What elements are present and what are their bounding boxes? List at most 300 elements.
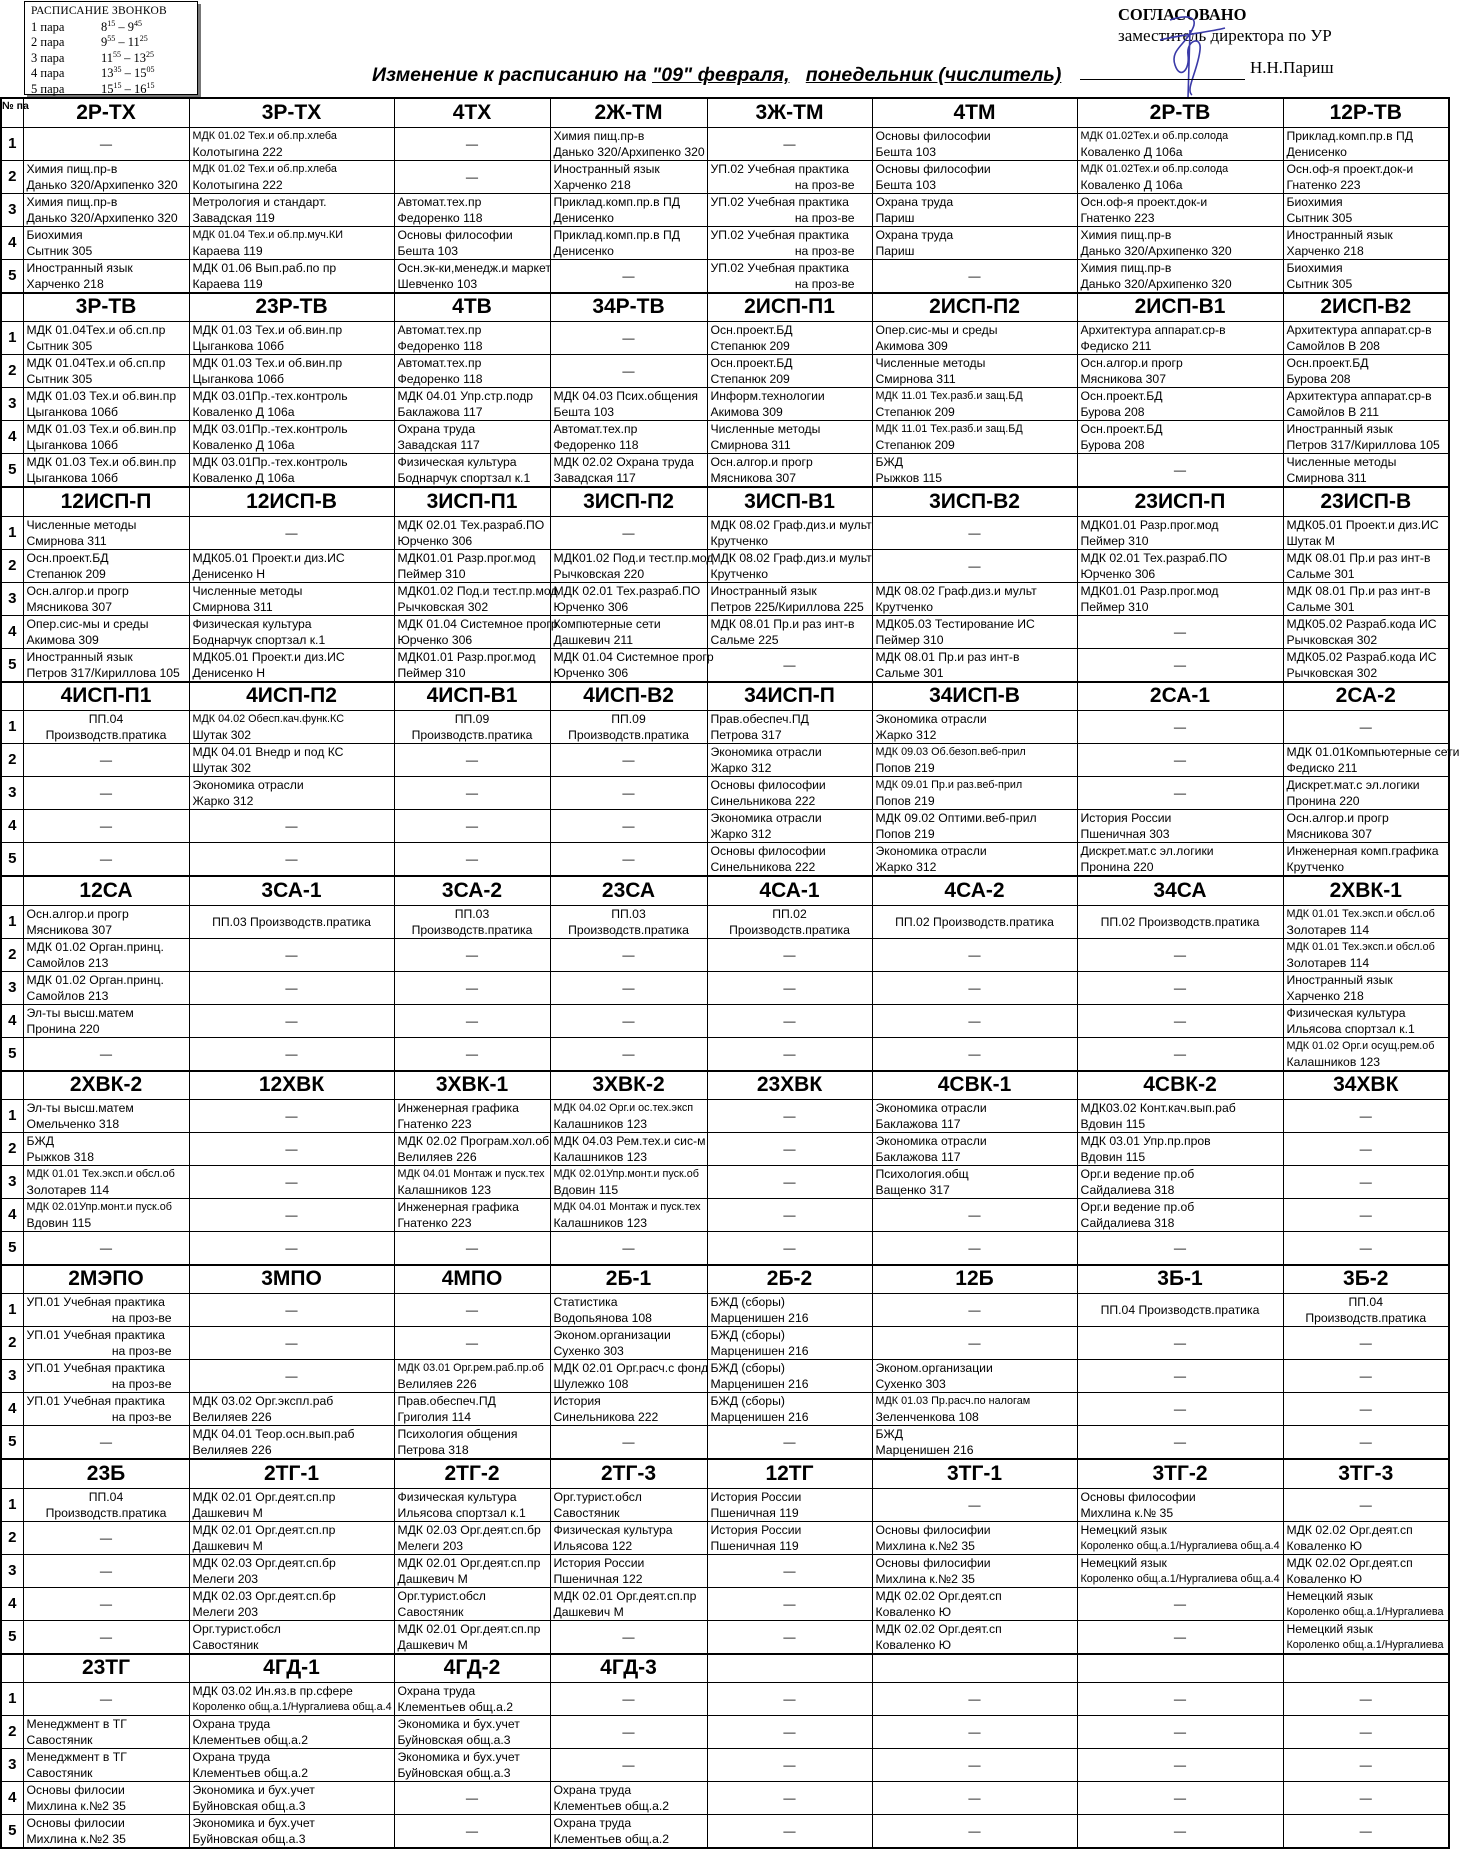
lesson-cell <box>394 1360 550 1393</box>
lesson-teacher-room: Мелеги 203 <box>192 1571 259 1586</box>
lesson-subject: УП.01 Учебная практика <box>26 1361 165 1375</box>
lesson-cell <box>23 226 189 259</box>
lesson-subject: МДК05.03 Тестирование ИС <box>875 616 1035 631</box>
lesson-subject: Численные методы <box>26 517 137 532</box>
lesson-cell-empty: — <box>394 127 550 160</box>
lesson-subject: Химия пищ.пр-в <box>1080 227 1172 242</box>
lesson-teacher-room: Омельченко 318 <box>26 1117 120 1131</box>
pair-number-header <box>1 1654 23 1683</box>
lesson-subject: МДК 01.02 Орган.принц. <box>26 939 164 954</box>
lesson-cell-empty: — <box>550 1620 707 1654</box>
lesson-teacher-room: Марценишен 216 <box>710 1410 809 1424</box>
lesson-cell-empty: — <box>872 516 1077 549</box>
lesson-subject: МДК 01.04Тех.и об.сп.пр <box>26 356 166 370</box>
lesson-cell-empty: — <box>1283 1360 1449 1393</box>
lesson-teacher-room: Пеймер 310 <box>875 632 944 647</box>
group-name: 34СА <box>1077 876 1283 905</box>
lesson-teacher-room: Мясникова 307 <box>1080 372 1166 386</box>
lesson-subject: МДК 01.03 Тех.и об.вин.пр <box>192 323 343 337</box>
lesson-subject: Охрана труда <box>192 1717 271 1731</box>
group-name: 4СА-2 <box>872 876 1077 905</box>
lesson-cell-empty: — <box>872 259 1077 293</box>
lesson-cell <box>872 388 1077 421</box>
bell-pair-name: 2 пара <box>31 35 65 50</box>
lesson-subject: МДК 02.02 Програм.хол.об <box>397 1134 550 1148</box>
lesson-cell <box>550 454 707 488</box>
bell-end-minute: 05 <box>146 65 155 75</box>
group-name: 23ИСП-В <box>1283 487 1449 516</box>
lesson-subject: Иностранный язык <box>26 260 133 275</box>
lesson-subject: Архитектура аппарат.ср-в <box>1080 323 1226 337</box>
practice-code: ПП.09 <box>611 712 646 726</box>
lesson-cell-empty: — <box>394 160 550 193</box>
lesson-cell <box>1077 322 1283 355</box>
pair-number: 5 <box>1 454 23 488</box>
lesson-subject: Охрана труда <box>553 1783 632 1797</box>
lesson-cell <box>23 1360 189 1393</box>
lesson-subject: Экономика и бух.учет <box>397 1750 520 1764</box>
lesson-row <box>1 843 1449 877</box>
practice-code: ПП.04 <box>88 712 124 726</box>
group-name: 23Б <box>23 1459 189 1488</box>
lesson-subject: МДК 02.01Упр.монт.и пуск.об <box>26 1201 172 1213</box>
group-name <box>1077 1654 1283 1683</box>
bell-schedule <box>24 1 198 95</box>
lesson-cell <box>550 1327 707 1360</box>
lesson-teacher-room: Мясникова 307 <box>26 922 112 937</box>
lesson-subject: МДК 01.03 Тех.и об.вин.пр <box>26 422 177 436</box>
lesson-teacher-room: Акимова 309 <box>875 339 948 353</box>
lesson-subject: Осн.алгор.и прогр <box>710 455 813 469</box>
lesson-teacher-room: Федиско 211 <box>1080 339 1152 353</box>
lesson-subject: Эл-ты высш.матем <box>26 1101 134 1115</box>
lesson-teacher-room: Бешта 103 <box>875 177 936 192</box>
lesson-cell <box>189 744 394 777</box>
pair-number-header <box>1 1459 23 1488</box>
lesson-teacher-room: Денисенко Н <box>192 665 266 680</box>
lesson-cell-empty: — <box>394 1815 550 1849</box>
lesson-cell <box>189 1554 394 1587</box>
lesson-cell <box>394 1587 550 1620</box>
bell-start-minute: 55 <box>107 34 116 44</box>
lesson-teacher-room: Данько 320/Архипенко 320 <box>1080 243 1232 258</box>
group-name: 4ТМ <box>872 98 1077 127</box>
lesson-cell-empty: — <box>550 1749 707 1782</box>
lesson-cell <box>707 1294 872 1327</box>
lesson-subject: МДК 01.01 Тех.эксп.и обсл.об <box>26 1168 175 1180</box>
lesson-subject: МДК 02.01 Орг.деят.сп.пр <box>192 1522 336 1537</box>
lesson-teacher-room: Коваленко Д 106а <box>192 405 295 419</box>
lesson-cell <box>707 810 872 843</box>
lesson-teacher-room: Ильясова 122 <box>553 1538 633 1553</box>
lesson-cell <box>189 1488 394 1521</box>
pair-number: 4 <box>1 1587 23 1620</box>
lesson-row <box>1 127 1449 160</box>
lesson-teacher-room: Велиляев 226 <box>397 1150 477 1164</box>
pair-number: 1 <box>1 905 23 938</box>
lesson-teacher-room: Жарко 312 <box>710 827 772 841</box>
lesson-subject: Опер.сис-мы и среды <box>26 616 149 631</box>
lesson-cell <box>872 1554 1077 1587</box>
practice-code: ПП.04 <box>1348 1295 1383 1309</box>
group-name: 4ИСП-П1 <box>23 682 189 711</box>
lesson-cell <box>189 454 394 488</box>
lesson-cell-empty: — <box>707 1166 872 1199</box>
lesson-subject: МДК 01.03 Тех.и об.вин.пр <box>192 356 343 370</box>
lesson-cell-empty: — <box>1283 1199 1449 1232</box>
lesson-cell <box>1283 193 1449 226</box>
lesson-teacher-room: Сальме 225 <box>710 632 779 647</box>
lesson-subject: МДК 02.02 Орг.деят.сп <box>875 1621 1002 1636</box>
group-header-row <box>1 682 1449 711</box>
pair-number: 4 <box>1 226 23 259</box>
lesson-cell <box>1077 160 1283 193</box>
lesson-subject: Основы филосифии <box>875 1522 991 1537</box>
lesson-cell <box>872 322 1077 355</box>
group-name: 12ТГ <box>707 1459 872 1488</box>
lesson-teacher-room: Самойлов В 211 <box>1286 405 1380 419</box>
lesson-teacher-room: Клементьев общ.а.2 <box>553 1832 670 1846</box>
lesson-teacher-room: Мясникова 307 <box>1286 827 1372 841</box>
pair-number: 4 <box>1 1782 23 1815</box>
lesson-cell <box>550 648 714 682</box>
lesson-teacher-room: Степанюк 209 <box>875 438 955 452</box>
lesson-subject: МДК 01.02 Орган.принц. <box>26 972 164 987</box>
lesson-teacher-room: на проз-ве <box>111 1344 172 1358</box>
lesson-cell <box>872 615 1077 648</box>
lesson-cell <box>23 1133 189 1166</box>
lesson-cell <box>1077 355 1283 388</box>
lesson-subject: МДК01.02 Под.и тест.пр.мод <box>397 583 558 598</box>
lesson-teacher-room: Акимова 309 <box>26 632 99 647</box>
lesson-cell <box>394 1133 550 1166</box>
lesson-subject: МДК 02.01 Тех.разраб.ПО <box>1080 550 1228 565</box>
lesson-teacher-room: Крутченко <box>875 599 934 614</box>
lesson-subject: МДК 02.01 Тех.разраб.ПО <box>553 583 701 598</box>
lesson-cell <box>1283 1587 1449 1620</box>
lesson-cell <box>872 810 1077 843</box>
lesson-teacher-room: Рычковская 220 <box>553 566 645 581</box>
lesson-teacher-room: Пшеничная 122 <box>553 1571 643 1586</box>
lesson-subject: МДК 02.02 Орг.деят.сп <box>1286 1522 1413 1537</box>
lesson-subject: МДК 04.01 Монтаж и пуск.тех <box>553 1201 701 1213</box>
lesson-cell <box>1077 1199 1283 1232</box>
lesson-teacher-room: Савостяник <box>192 1637 259 1652</box>
lesson-teacher-room: Петрова 317 <box>710 728 782 742</box>
lesson-cell <box>872 1620 1077 1654</box>
lesson-teacher-room: Пшеничная 119 <box>710 1538 799 1553</box>
lesson-cell <box>707 549 872 582</box>
lesson-row <box>1 454 1449 488</box>
lesson-teacher-room: Сытник 305 <box>26 372 93 386</box>
group-name: 23Р-ТВ <box>189 293 394 322</box>
bell-end-minute: 45 <box>134 18 142 28</box>
lesson-cell-practice <box>1283 1294 1449 1327</box>
lesson-teacher-room: Рычковская 302 <box>1286 665 1378 680</box>
lesson-subject: Дискрет.мат.с эл.логики <box>1080 844 1214 858</box>
group-name: 12ХВК <box>189 1071 394 1100</box>
lesson-teacher-room: Вдовин 115 <box>26 1216 92 1230</box>
lesson-teacher-room: Бешта 103 <box>553 405 614 419</box>
lesson-cell-empty: — <box>707 1620 872 1654</box>
lesson-cell <box>1077 193 1283 226</box>
bell-pair-name: 1 пара <box>31 19 65 34</box>
lesson-teacher-room: Жарко 312 <box>192 794 254 808</box>
group-name: 3ИСП-П2 <box>550 487 707 516</box>
lesson-teacher-room: Париш <box>875 210 915 225</box>
group-name: 2ТГ-1 <box>189 1459 394 1488</box>
lesson-subject: МДК 01.02Тех.и об.пр.солода <box>1080 162 1229 175</box>
bell-start-hour: 8 <box>101 19 108 34</box>
lesson-teacher-room: Юрченко 306 <box>397 533 473 548</box>
lesson-subject: Биохимия <box>1286 194 1343 209</box>
lesson-teacher-room: Гнатенко 223 <box>1286 177 1361 192</box>
lesson-teacher-room: Жарко 312 <box>710 761 772 775</box>
lesson-cell-empty: — <box>1077 648 1283 682</box>
lesson-subject: УП.02 Учебная практика <box>710 260 849 275</box>
lesson-subject: Приклад.комп.пр.в ПД <box>553 194 680 209</box>
lesson-row <box>1 388 1449 421</box>
lesson-subject: МДК05.01 Проект.и диз.ИС <box>192 550 345 565</box>
group-name: 12Р-ТВ <box>1283 98 1449 127</box>
lesson-teacher-room: Бешта 103 <box>397 243 458 258</box>
lesson-cell-empty: — <box>394 810 550 843</box>
pair-number: 2 <box>1 1133 23 1166</box>
lesson-cell <box>707 711 872 744</box>
lesson-teacher-room: Коваленко Д 106а <box>1080 177 1183 192</box>
lesson-teacher-room: Марценишен 216 <box>710 1377 809 1391</box>
lesson-cell <box>394 1749 550 1782</box>
lesson-cell <box>1283 388 1449 421</box>
lesson-teacher-room: Коваленко Д 106а <box>192 471 295 485</box>
lesson-teacher-room: Дашкевич М <box>397 1571 468 1586</box>
lesson-subject: История России <box>553 1555 645 1570</box>
lesson-teacher-room: Париш <box>875 243 915 258</box>
bell-end-minute: 25 <box>146 49 155 59</box>
lesson-subject: МДК 02.01 Тех.разраб.ПО <box>397 517 545 532</box>
lesson-subject: МДК 04.02 Орг.и ос.тех.эксп <box>553 1102 694 1114</box>
bell-start-minute: 15 <box>113 80 122 90</box>
pair-number: 3 <box>1 971 23 1004</box>
group-name: 12ИСП-П <box>23 487 189 516</box>
lesson-teacher-room: Короленко общ.а.1/Нургалиева <box>1286 1605 1444 1618</box>
group-name: 4ИСП-В2 <box>550 682 707 711</box>
lesson-teacher-room: Денисенко <box>1286 144 1347 159</box>
lesson-subject: Основы философии <box>710 844 826 858</box>
lesson-teacher-room: Сытник 305 <box>26 339 93 353</box>
lesson-cell <box>872 160 1077 193</box>
lesson-cell <box>1077 843 1283 877</box>
lesson-cell <box>550 615 707 648</box>
lesson-subject: Экономика отрасли <box>710 811 822 825</box>
lesson-cell-empty: — <box>707 971 872 1004</box>
lesson-row <box>1 1133 1449 1166</box>
lesson-cell <box>189 226 394 259</box>
lesson-subject: МДК 01.04 Системное прогр <box>397 616 558 631</box>
lesson-row <box>1 1004 1449 1037</box>
lesson-teacher-room: Юрченко 306 <box>553 665 629 680</box>
group-header-row <box>1 487 1449 516</box>
lesson-cell <box>707 226 872 259</box>
lesson-cell <box>23 938 189 971</box>
lesson-teacher-room: Ильясова спортзал к.1 <box>397 1505 526 1520</box>
lesson-subject: МДК 02.01 Орг.деят.сп.пр <box>397 1555 541 1570</box>
pair-number: 2 <box>1 938 23 971</box>
lesson-subject: Прав.обеспеч.ПД <box>710 712 809 726</box>
lesson-cell <box>872 355 1077 388</box>
lesson-teacher-room: Григолия 114 <box>397 1410 472 1424</box>
lesson-cell-empty: — <box>189 1232 394 1265</box>
lesson-subject: Орг.турист.обсл <box>192 1621 281 1636</box>
bell-pair-name: 4 пара <box>31 66 65 81</box>
lesson-subject: МДК 04.03 Псих.общения <box>553 389 698 403</box>
lesson-teacher-room: Смирнова 311 <box>875 372 956 386</box>
lesson-teacher-room: Коваленко Ю <box>875 1604 952 1619</box>
lesson-cell <box>23 355 189 388</box>
lesson-cell <box>394 1393 550 1426</box>
pair-number: 4 <box>1 1004 23 1037</box>
lesson-teacher-room: Буйновская общ.а.3 <box>192 1832 306 1846</box>
lesson-cell-empty: — <box>707 1782 872 1815</box>
lesson-cell-empty: — <box>1077 971 1283 1004</box>
lesson-cell <box>189 127 394 160</box>
lesson-row <box>1 1327 1449 1360</box>
lesson-teacher-room: Рыжков 115 <box>875 471 943 485</box>
lesson-teacher-room: Данько 320/Архипенко 320 <box>26 177 178 192</box>
lesson-cell <box>1077 582 1283 615</box>
lesson-teacher-room: Коваленко Ю <box>1286 1571 1363 1586</box>
lesson-cell <box>550 1587 707 1620</box>
lesson-cell <box>1283 454 1449 488</box>
lesson-cell <box>189 160 394 193</box>
lesson-cell-empty: — <box>23 744 189 777</box>
lesson-teacher-room: Пшеничная 303 <box>1080 827 1170 841</box>
lesson-subject: Охрана труда <box>553 1816 632 1830</box>
lesson-teacher-room: Федоренко 118 <box>397 372 483 386</box>
lesson-subject: МДК 01.03 Тех.и об.вин.пр <box>26 455 177 469</box>
lesson-cell <box>394 259 550 293</box>
group-name: 23СА <box>550 876 707 905</box>
practice-name: Производств.пратика <box>45 728 167 742</box>
lesson-teacher-room: Крутченко <box>710 566 769 581</box>
lesson-teacher-room: Калашников 123 <box>397 1183 492 1197</box>
lesson-cell-empty: — <box>1077 938 1283 971</box>
lesson-cell-empty: — <box>1077 1815 1283 1849</box>
lesson-cell-empty: — <box>872 1294 1077 1327</box>
pair-number-header <box>1 1071 23 1100</box>
lesson-teacher-room: Марценишен 216 <box>875 1443 974 1457</box>
lesson-cell-empty: — <box>872 1815 1077 1849</box>
lesson-cell-empty: — <box>550 1037 707 1071</box>
lesson-teacher-room: Шутак 302 <box>192 761 252 775</box>
lesson-cell <box>394 193 550 226</box>
lesson-cell-empty: — <box>550 1426 707 1460</box>
lesson-teacher-room: Жарко 312 <box>875 860 937 874</box>
lesson-teacher-room: Крутченко <box>1286 860 1345 874</box>
group-header-row <box>1 98 1449 127</box>
lesson-subject: Осн.проект.БД <box>1080 389 1163 403</box>
lesson-cell <box>23 421 189 454</box>
lesson-teacher-room: Савостяник <box>26 1733 93 1747</box>
lesson-cell <box>707 193 872 226</box>
lesson-cell-empty: — <box>872 1716 1077 1749</box>
group-name: 3ТГ-1 <box>872 1459 1077 1488</box>
lesson-cell-empty: — <box>23 1587 189 1620</box>
lesson-cell <box>189 615 394 648</box>
lesson-cell <box>1077 549 1283 582</box>
lesson-cell-empty: — <box>550 938 707 971</box>
group-name: 4ГД-3 <box>550 1654 707 1683</box>
lesson-teacher-room: Калашников 123 <box>1286 1054 1381 1069</box>
lesson-teacher-room: Федоренко 118 <box>553 438 639 452</box>
lesson-teacher-room: Самойлов 213 <box>26 988 109 1003</box>
lesson-teacher-room: Цыганкова 106б <box>26 405 119 419</box>
lesson-cell <box>394 615 558 648</box>
lesson-cell <box>189 711 394 744</box>
bell-end-hour: 16 <box>134 81 147 96</box>
lesson-subject: МДК 01.01Компьютерные сети <box>1286 745 1459 759</box>
lesson-subject: МДК 03.02 Ин.яз.в пр.сфере <box>192 1684 353 1698</box>
lesson-teacher-room: Мелеги 203 <box>397 1538 464 1553</box>
lesson-teacher-room: Смирнова 311 <box>26 533 107 548</box>
lesson-cell <box>189 1683 394 1716</box>
lesson-cell-empty: — <box>1077 1716 1283 1749</box>
lesson-cell <box>1283 1004 1449 1037</box>
lesson-cell-practice <box>23 711 189 744</box>
lesson-cell <box>550 127 707 160</box>
lesson-cell-empty: — <box>1077 1749 1283 1782</box>
lesson-teacher-room: Рычковская 302 <box>1286 632 1378 647</box>
lesson-subject: МДК05.02 Разраб.кода ИС <box>1286 649 1437 664</box>
lesson-cell-empty: — <box>189 1133 394 1166</box>
lesson-cell-empty: — <box>1077 454 1283 488</box>
lesson-cell <box>1283 1521 1449 1554</box>
lesson-teacher-room: Золотарев 114 <box>1286 922 1370 937</box>
lesson-cell <box>1077 226 1283 259</box>
lesson-subject: Экономика и бух.учет <box>397 1717 520 1731</box>
lesson-cell <box>394 1426 550 1460</box>
lesson-teacher-room: Рыжков 318 <box>26 1150 94 1164</box>
lesson-row <box>1 1782 1449 1815</box>
lesson-subject: МДК 09.01 Пр.и раз.веб-прил <box>875 779 1023 791</box>
lesson-teacher-room: Михлина к.№2 35 <box>875 1538 975 1553</box>
lesson-cell-empty: — <box>872 1782 1077 1815</box>
pair-number: 3 <box>1 1749 23 1782</box>
bell-start-hour: 9 <box>101 35 108 50</box>
lesson-subject: Основы философии <box>1080 1489 1196 1504</box>
lesson-subject: МДК 09.03 Об.безоп.веб-прил <box>875 746 1026 758</box>
bell-end-minute: 15 <box>146 80 155 90</box>
lesson-cell <box>1283 843 1449 877</box>
lesson-teacher-room: Харченко 218 <box>553 177 631 192</box>
pair-number: 1 <box>1 711 23 744</box>
pair-number: 5 <box>1 648 23 682</box>
lesson-cell <box>1283 322 1449 355</box>
lesson-subject: МДК01.01 Разр.прог.мод <box>397 649 536 664</box>
lesson-subject: Химия пищ.пр-в <box>1080 260 1172 275</box>
lesson-subject: Информ.технологии <box>710 389 825 403</box>
lesson-row <box>1 1554 1449 1587</box>
lesson-cell-empty: — <box>707 648 872 682</box>
lesson-cell <box>394 1521 550 1554</box>
bell-pair-name: 3 пара <box>31 50 65 65</box>
lesson-row <box>1 1100 1449 1133</box>
lesson-cell <box>872 1426 1077 1460</box>
lesson-cell <box>707 322 872 355</box>
lesson-cell <box>707 615 872 648</box>
lesson-cell-empty: — <box>189 1294 394 1327</box>
pair-number-header: № па <box>1 98 23 127</box>
